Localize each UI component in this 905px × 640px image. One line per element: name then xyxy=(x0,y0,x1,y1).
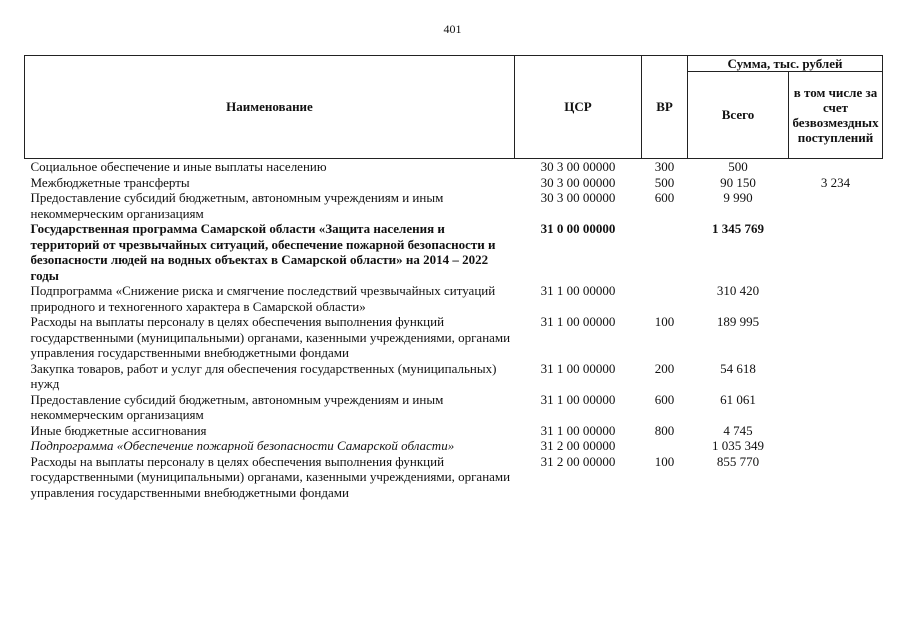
row-total-cell: 9 990 xyxy=(723,190,753,205)
row-csr-cell: 31 1 00 00000 xyxy=(540,422,616,438)
row-other-cell xyxy=(789,283,883,314)
row-csr-cell: 31 1 00 00000 xyxy=(540,314,616,329)
table-row xyxy=(25,283,883,314)
row-vr-cell: 800 xyxy=(654,422,675,438)
table-row xyxy=(25,423,883,439)
row-other-cell xyxy=(789,221,883,283)
table-row xyxy=(25,454,883,501)
table-row xyxy=(25,159,883,175)
row-csr-cell: 31 1 00 00000 xyxy=(540,360,616,376)
column-header-sum: Сумма, тыс. рублей xyxy=(688,56,883,72)
budget-table xyxy=(24,55,883,500)
row-vr-cell: 600 xyxy=(654,190,675,205)
row-csr-cell: 30 3 00 00000 xyxy=(540,174,616,190)
row-other-cell: 3 234 xyxy=(820,174,851,190)
row-vr-cell: 600 xyxy=(654,391,675,407)
row-csr-cell: 31 1 00 00000 xyxy=(540,391,616,407)
row-total-cell: 310 420 xyxy=(716,283,760,298)
table-row xyxy=(25,438,883,454)
row-total-cell: 90 150 xyxy=(720,174,756,190)
table-row xyxy=(25,190,883,221)
row-name-cell: Подпрограмма «Обеспечение пожарной безопасности Самарской области» xyxy=(30,438,455,453)
row-name-cell: Иные бюджетные ассигнования xyxy=(30,422,207,438)
row-csr-cell: 31 2 00 00000 xyxy=(540,453,616,469)
row-csr-cell: 31 0 00 00000 xyxy=(540,221,616,236)
row-other-cell xyxy=(789,190,883,221)
row-vr-cell: 300 xyxy=(654,159,675,174)
row-total-cell: 189 995 xyxy=(716,314,760,329)
row-vr-cell: 200 xyxy=(654,360,675,376)
row-other-cell xyxy=(789,454,883,501)
row-other-cell xyxy=(789,314,883,361)
row-csr-cell: 30 3 00 00000 xyxy=(540,159,616,174)
page-number: 401 xyxy=(443,22,462,36)
row-total-cell: 54 618 xyxy=(720,360,756,376)
row-name-cell: Предоставление субсидий бюджетным, автономным учреждениям и иным некоммерческим организациям xyxy=(30,391,444,422)
row-total-cell: 855 770 xyxy=(716,453,760,469)
row-other-cell xyxy=(789,392,883,423)
row-total-cell: 500 xyxy=(728,159,748,174)
row-other-cell xyxy=(789,361,883,392)
column-header-vr: ВР xyxy=(642,56,688,159)
row-other-cell xyxy=(789,438,883,454)
row-name-cell: Расходы на выплаты персоналу в целях обеспечения выполнения функций государственными (муниципальными) органами, казенными учреждениями, органами управления государственными внебюджетными фондами xyxy=(30,314,511,360)
row-csr-cell: 30 3 00 00000 xyxy=(540,190,616,205)
row-csr-cell: 31 2 00 00000 xyxy=(540,438,616,453)
table-row xyxy=(25,361,883,392)
row-total-cell: 1 035 349 xyxy=(712,438,764,453)
table-row xyxy=(25,175,883,191)
table-header xyxy=(25,56,883,159)
table-row xyxy=(25,314,883,361)
row-csr-cell: 31 1 00 00000 xyxy=(540,283,616,298)
table-row xyxy=(25,221,883,283)
row-total-cell: 4 745 xyxy=(723,422,753,438)
row-vr-cell: 500 xyxy=(654,174,675,190)
row-vr-cell xyxy=(642,283,688,314)
column-header-other: в том числе за счет безвозмездных поступлений xyxy=(789,72,883,159)
column-header-name: Наименование xyxy=(25,56,515,159)
row-vr-cell: 100 xyxy=(654,314,675,329)
column-header-total: Всего xyxy=(688,72,789,159)
row-name-cell: Расходы на выплаты персоналу в целях обеспечения выполнения функций государственными (муниципальными) органами, казенными учреждениями, органами управления государственными внебюджетными фондами xyxy=(30,453,511,500)
row-name-cell: Закупка товаров, работ и услуг для обеспечения государственных (муниципальных) нужд xyxy=(30,360,497,391)
table-row xyxy=(25,392,883,423)
table-body xyxy=(25,159,883,501)
row-name-cell: Предоставление субсидий бюджетным, автономным учреждениям и иным некоммерческим организациям xyxy=(30,190,444,221)
row-total-cell: 61 061 xyxy=(720,391,756,407)
row-name-cell: Подпрограмма «Снижение риска и смягчение последствий чрезвычайных ситуаций природного и техногенного характера в Самарской области» xyxy=(30,283,496,314)
row-name-cell: Межбюджетные трансферты xyxy=(30,174,190,190)
column-header-csr: ЦСР xyxy=(515,56,642,159)
row-vr-cell: 100 xyxy=(654,453,675,469)
row-vr-cell xyxy=(642,221,688,283)
row-name-cell: Государственная программа Самарской области «Защита населения и территорий от чрезвычайных ситуаций, обеспечение пожарной безопасности и безопасности людей на водных объектах в Самарской области» на 2014 – 2022 годы xyxy=(30,221,496,283)
row-vr-cell xyxy=(642,438,688,454)
row-other-cell xyxy=(789,159,883,175)
row-name-cell: Социальное обеспечение и иные выплаты населению xyxy=(30,159,327,174)
row-total-cell: 1 345 769 xyxy=(712,221,764,236)
row-other-cell xyxy=(789,423,883,439)
